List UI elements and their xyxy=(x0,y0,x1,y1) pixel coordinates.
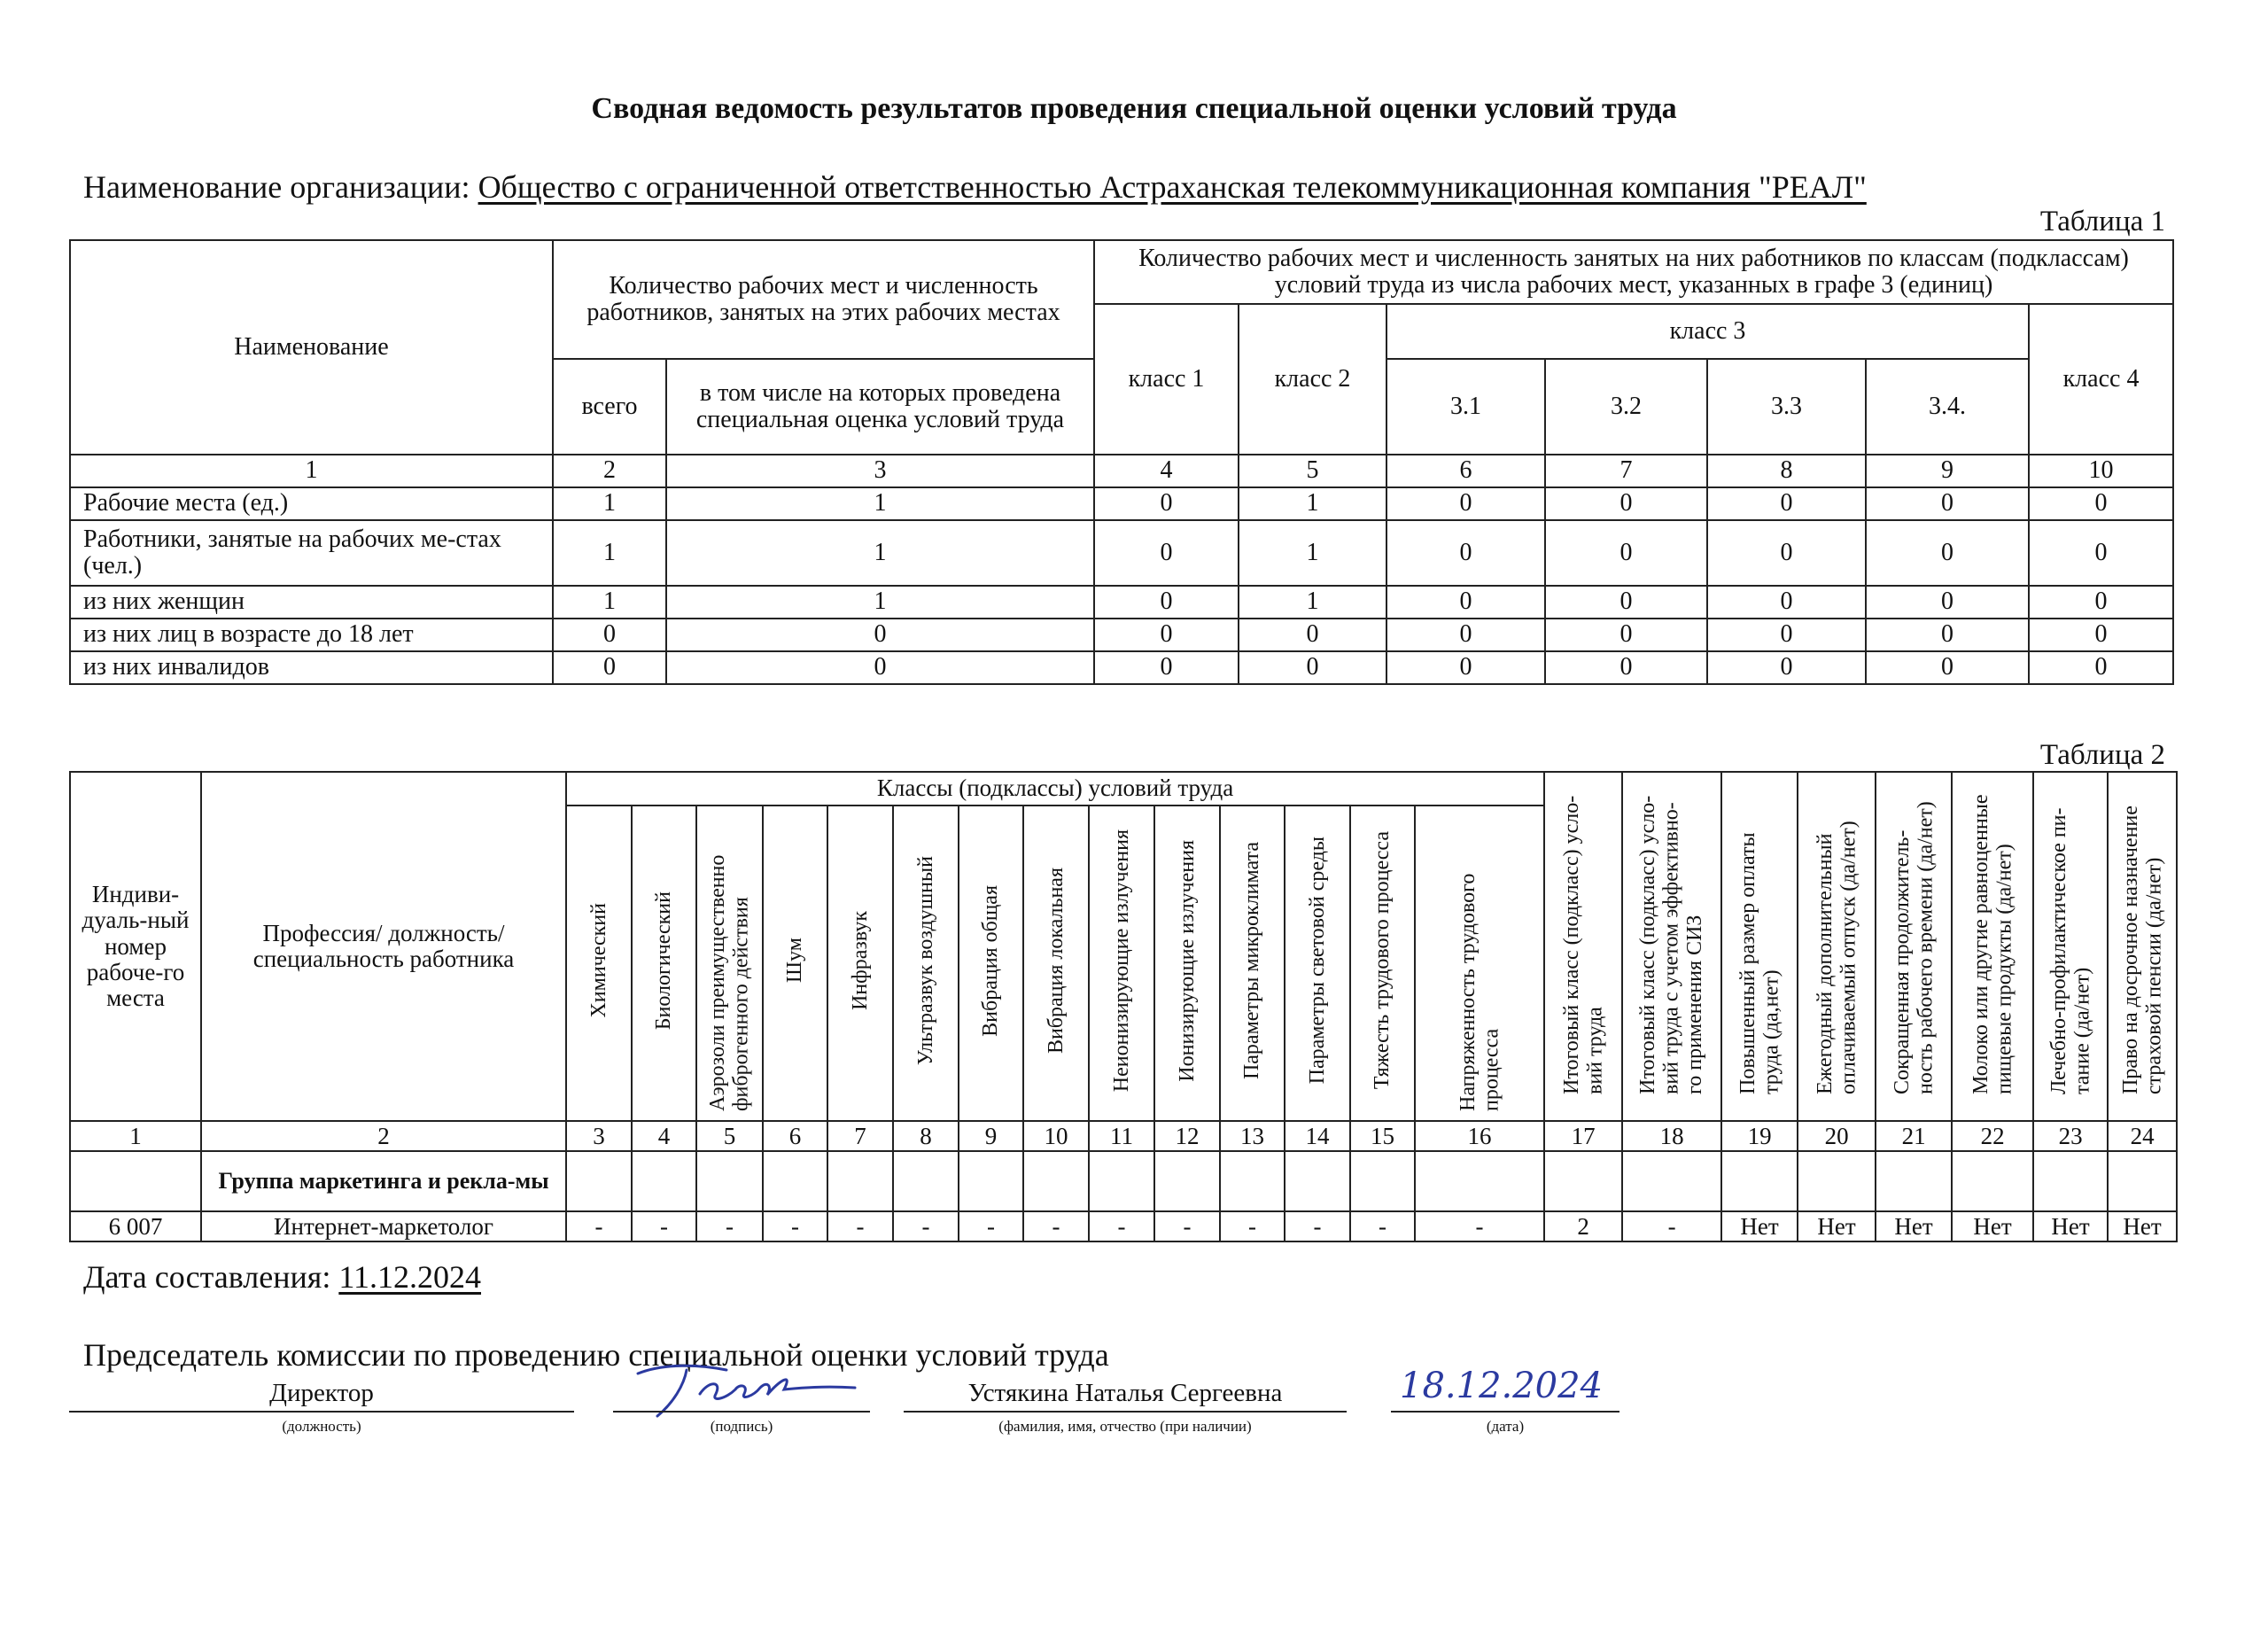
cell xyxy=(1721,1151,1798,1211)
cell: Нет xyxy=(2033,1211,2108,1241)
cell xyxy=(1350,1151,1415,1211)
t1-header-total-group: Количество рабочих мест и численность работников, занятых на этих рабочих местах xyxy=(553,240,1094,359)
cell xyxy=(1023,1151,1089,1211)
t1-col-number: 9 xyxy=(1866,455,2029,487)
cell: 0 xyxy=(1239,651,1386,684)
t2-col-number: 24 xyxy=(2108,1121,2177,1151)
cell: - xyxy=(696,1211,763,1241)
table2-caption: Таблица 2 xyxy=(2039,739,2165,771)
t2-factor xyxy=(1023,806,1089,1121)
t1-col-number: 5 xyxy=(1239,455,1386,487)
cell: 0 xyxy=(1386,619,1545,651)
t2-col-number: 8 xyxy=(893,1121,959,1151)
cell xyxy=(959,1151,1023,1211)
t2-factor xyxy=(827,806,893,1121)
handwritten-date-text: 18.12.2024 xyxy=(1400,1366,1604,1406)
header-text: Инфразвук xyxy=(848,910,872,1011)
header-text: Биологический xyxy=(652,891,676,1031)
cell: - xyxy=(1415,1211,1544,1241)
cell xyxy=(1876,1151,1952,1211)
cell: 1 xyxy=(553,487,666,520)
t2-group-row xyxy=(70,1151,2177,1211)
cell: 0 xyxy=(1386,520,1545,586)
t2-header-vacation xyxy=(1798,772,1876,1121)
t2-factor xyxy=(763,806,827,1121)
cell: - xyxy=(1285,1211,1350,1241)
cell xyxy=(1622,1151,1721,1211)
t2-header-id: Индиви-дуаль-ный номер рабоче-го места xyxy=(70,772,201,1121)
cell: 0 xyxy=(1866,651,2029,684)
header-text: Аэрозоли преимущественно фиброгенного действия xyxy=(706,854,753,1111)
cell: 0 xyxy=(1545,520,1707,586)
t2-factor xyxy=(1285,806,1350,1121)
cell xyxy=(893,1151,959,1211)
t1-header-class3: класс 3 xyxy=(1386,304,2029,359)
header-text: Ионизирующие излучения xyxy=(1175,839,1199,1082)
cell: - xyxy=(632,1211,696,1241)
header-text: Параметры микроклимата xyxy=(1240,841,1264,1080)
t2-col-number: 21 xyxy=(1876,1121,1952,1151)
t1-col-number: 10 xyxy=(2029,455,2173,487)
cell xyxy=(1952,1151,2033,1211)
t1-col-number: 7 xyxy=(1545,455,1707,487)
row-label: из них инвалидов xyxy=(70,651,553,684)
workplace-table xyxy=(69,771,2178,1242)
cell: 0 xyxy=(1707,520,1866,586)
cell xyxy=(1798,1151,1876,1211)
cell: 1 xyxy=(666,487,1094,520)
fio-line xyxy=(904,1411,1347,1413)
cell: Нет xyxy=(1798,1211,1876,1241)
profession: Интернет-маркетолог xyxy=(201,1211,566,1241)
t1-header-assessed: в том числе на которых проведена специальная оценка условий труда xyxy=(666,359,1094,455)
t2-col-number: 4 xyxy=(632,1121,696,1151)
position-caption: (должность) xyxy=(282,1418,361,1435)
cell xyxy=(1089,1151,1154,1211)
t2-col-number: 9 xyxy=(959,1121,1023,1151)
header-text: Сокращенная продолжитель-ность рабочего времени (да/нет) xyxy=(1890,801,1938,1094)
t2-factor xyxy=(1154,806,1220,1121)
t2-header-pay xyxy=(1721,772,1798,1121)
header-text: Напряженность трудового процесса xyxy=(1456,873,1503,1111)
t2-header-final-class-siz xyxy=(1622,772,1721,1121)
t2-col-number: 17 xyxy=(1544,1121,1622,1151)
handwritten-date xyxy=(1391,1360,1621,1413)
t1-col-number: 6 xyxy=(1386,455,1545,487)
t2-factor xyxy=(893,806,959,1121)
signature-line xyxy=(613,1411,870,1413)
t2-col-number: 23 xyxy=(2033,1121,2108,1151)
cell: 0 xyxy=(1545,619,1707,651)
t2-col-number: 22 xyxy=(1952,1121,2033,1151)
cell: 0 xyxy=(1707,487,1866,520)
cell: 1 xyxy=(1239,586,1386,619)
row-label: из них лиц в возрасте до 18 лет xyxy=(70,619,553,651)
t2-column-numbers xyxy=(70,1121,2177,1151)
cell: 1 xyxy=(1239,487,1386,520)
table-row xyxy=(70,586,2173,619)
t2-col-number: 19 xyxy=(1721,1121,1798,1151)
header-text: Неионизирующие излучения xyxy=(1109,829,1133,1093)
cell: 1 xyxy=(666,586,1094,619)
table-row xyxy=(70,1211,2177,1241)
t1-header-name: Наименование xyxy=(70,240,553,455)
t2-header-classes: Классы (подклассы) условий труда xyxy=(566,772,1544,806)
document-title: Сводная ведомость результатов проведения специальной оценки условий труда xyxy=(591,92,1677,125)
cell xyxy=(1544,1151,1622,1211)
cell: 1 xyxy=(553,520,666,586)
cell xyxy=(2108,1151,2177,1211)
t1-column-numbers xyxy=(70,455,2173,487)
cell: 0 xyxy=(666,619,1094,651)
cell: 0 xyxy=(666,651,1094,684)
summary-table xyxy=(69,239,2174,685)
organization-label: Наименование организации: xyxy=(83,169,470,205)
cell: Нет xyxy=(1876,1211,1952,1241)
date-sign-caption: (дата) xyxy=(1486,1418,1525,1435)
cell: 0 xyxy=(1866,487,2029,520)
cell: 0 xyxy=(1239,619,1386,651)
cell: 0 xyxy=(1386,586,1545,619)
cell: - xyxy=(763,1211,827,1241)
cell: 0 xyxy=(2029,586,2173,619)
t1-col-number: 3 xyxy=(666,455,1094,487)
t1-header-3-3: 3.3 xyxy=(1707,359,1866,455)
cell: 0 xyxy=(1866,520,2029,586)
t2-col-number: 10 xyxy=(1023,1121,1089,1151)
cell: 1 xyxy=(1239,520,1386,586)
cell: Нет xyxy=(2108,1211,2177,1241)
cell: 0 xyxy=(2029,619,2173,651)
t2-factor xyxy=(696,806,763,1121)
date-value: 11.12.2024 xyxy=(338,1259,481,1295)
t2-col-number: 12 xyxy=(1154,1121,1220,1151)
cell: 0 xyxy=(1094,586,1239,619)
header-text: Молоко или другие равноценные пищевые продукты (да/нет) xyxy=(1969,794,2016,1094)
t2-col-number: 13 xyxy=(1220,1121,1285,1151)
cell: - xyxy=(959,1211,1023,1241)
table-row xyxy=(70,651,2173,684)
t2-col-number: 16 xyxy=(1415,1121,1544,1151)
cell: 0 xyxy=(1707,619,1866,651)
t2-col-number: 14 xyxy=(1285,1121,1350,1151)
position-value: Директор xyxy=(269,1379,374,1407)
cell: - xyxy=(1023,1211,1089,1241)
cell: Нет xyxy=(1952,1211,2033,1241)
date-label: Дата составления: xyxy=(83,1259,331,1295)
cell xyxy=(70,1151,201,1211)
cell xyxy=(2033,1151,2108,1211)
cell: - xyxy=(1622,1211,1721,1241)
row-label: Работники, занятые на рабочих ме-стах (чел.) xyxy=(70,520,553,586)
cell xyxy=(632,1151,696,1211)
organization-line xyxy=(83,168,1867,206)
cell xyxy=(566,1151,632,1211)
cell: 0 xyxy=(1545,586,1707,619)
t2-col-number: 7 xyxy=(827,1121,893,1151)
cell: 0 xyxy=(1707,586,1866,619)
t2-factor xyxy=(1415,806,1544,1121)
cell: 0 xyxy=(1094,651,1239,684)
cell: 0 xyxy=(2029,487,2173,520)
t1-col-number: 1 xyxy=(70,455,553,487)
t2-col-number: 2 xyxy=(201,1121,566,1151)
header-text: Тяжесть трудового процесса xyxy=(1371,831,1394,1090)
chairman-label: Председатель комиссии по проведению специальной оценки условий труда xyxy=(83,1337,1109,1373)
header-text: Лечебно-профилактическое пи-тание (да/нет) xyxy=(2047,807,2094,1094)
t2-factor xyxy=(632,806,696,1121)
t1-header-class4: класс 4 xyxy=(2029,304,2173,455)
t2-col-number: 3 xyxy=(566,1121,632,1151)
cell: - xyxy=(1089,1211,1154,1241)
cell: 0 xyxy=(1545,487,1707,520)
t1-header-class2: класс 2 xyxy=(1239,304,1386,455)
t2-header-profession: Профессия/ должность/ специальность работника xyxy=(201,772,566,1121)
cell xyxy=(1285,1151,1350,1211)
cell: 0 xyxy=(1094,520,1239,586)
header-text: Вибрация локальная xyxy=(1044,867,1068,1055)
t2-col-number: 15 xyxy=(1350,1121,1415,1151)
t1-header-3-4: 3.4. xyxy=(1866,359,2029,455)
cell: - xyxy=(1154,1211,1220,1241)
position-line xyxy=(69,1411,574,1413)
header-text: Право на досрочное назначение страховой пенсии (да/нет) xyxy=(2118,806,2166,1094)
header-text: Итоговый класс (подкласс) усло-вий труда xyxy=(1559,795,1607,1094)
cell xyxy=(763,1151,827,1211)
fio-caption: (фамилия, имя, отчество (при наличии) xyxy=(998,1418,1252,1435)
row-label: из них женщин xyxy=(70,586,553,619)
t2-header-final-class xyxy=(1544,772,1622,1121)
t2-col-number: 11 xyxy=(1089,1121,1154,1151)
t1-header-3-2: 3.2 xyxy=(1545,359,1707,455)
cell: 0 xyxy=(553,651,666,684)
cell: 0 xyxy=(1866,586,2029,619)
cell: - xyxy=(1350,1211,1415,1241)
cell xyxy=(1154,1151,1220,1211)
header-text: Вибрация общая xyxy=(979,884,1003,1037)
table-row xyxy=(70,487,2173,520)
cell: - xyxy=(1220,1211,1285,1241)
header-text: Ежегодный дополнительный оплачиваемый отпуск (да/нет) xyxy=(1813,821,1860,1094)
row-label: Рабочие места (ед.) xyxy=(70,487,553,520)
cell: 0 xyxy=(1866,619,2029,651)
t1-header-class1: класс 1 xyxy=(1094,304,1239,455)
table-row xyxy=(70,520,2173,586)
t2-factor xyxy=(1089,806,1154,1121)
t2-header-pension xyxy=(2108,772,2177,1121)
cell xyxy=(827,1151,893,1211)
cell: 0 xyxy=(2029,520,2173,586)
t1-col-number: 4 xyxy=(1094,455,1239,487)
cell: - xyxy=(566,1211,632,1241)
cell: 0 xyxy=(1386,487,1545,520)
cell: 2 xyxy=(1544,1211,1622,1241)
t1-col-number: 8 xyxy=(1707,455,1866,487)
t2-factor xyxy=(959,806,1023,1121)
table1-caption: Таблица 1 xyxy=(2039,206,2165,237)
cell xyxy=(1220,1151,1285,1211)
t1-header-total: всего xyxy=(553,359,666,455)
t2-col-number: 20 xyxy=(1798,1121,1876,1151)
cell: 0 xyxy=(2029,651,2173,684)
t2-header-short-time xyxy=(1876,772,1952,1121)
date-line xyxy=(83,1258,481,1296)
t2-header-milk xyxy=(1952,772,2033,1121)
group-name: Группа маркетинга и рекла-мы xyxy=(201,1151,566,1211)
organization-name: Общество с ограниченной ответственностью Астраханская телекоммуникационная компания "РЕАЛ" xyxy=(478,169,1867,205)
date-sign-line xyxy=(1391,1411,1619,1413)
t2-col-number: 1 xyxy=(70,1121,201,1151)
signature-caption: (подпись) xyxy=(710,1418,773,1435)
header-text: Параметры световой среды xyxy=(1305,837,1329,1085)
table-row xyxy=(70,619,2173,651)
cell: 0 xyxy=(553,619,666,651)
cell: 0 xyxy=(1094,619,1239,651)
header-text: Ультразвук воздушный xyxy=(913,855,937,1066)
cell: 0 xyxy=(1094,487,1239,520)
t2-col-number: 18 xyxy=(1622,1121,1721,1151)
cell: 0 xyxy=(1386,651,1545,684)
cell: 1 xyxy=(666,520,1094,586)
cell: - xyxy=(827,1211,893,1241)
cell: 0 xyxy=(1545,651,1707,684)
t2-factor xyxy=(1350,806,1415,1121)
t2-col-number: 5 xyxy=(696,1121,763,1151)
t2-header-nutrition xyxy=(2033,772,2108,1121)
header-text: Повышенный размер оплаты труда (да,нет) xyxy=(1736,832,1783,1094)
t2-col-number: 6 xyxy=(763,1121,827,1151)
header-text: Химический xyxy=(586,903,610,1018)
cell xyxy=(1415,1151,1544,1211)
header-text: Шум xyxy=(783,938,807,984)
t2-factor xyxy=(1220,806,1285,1121)
workplace-id: 6 007 xyxy=(70,1211,201,1241)
t2-factor xyxy=(566,806,632,1121)
signature-icon xyxy=(602,1354,868,1425)
header-text: Итоговый класс (подкласс) усло-вий труда с учетом эффективно-го применения СИЗ xyxy=(1636,795,1707,1094)
cell: Нет xyxy=(1721,1211,1798,1241)
cell xyxy=(696,1151,763,1211)
t1-header-classes-group: Количество рабочих мест и численность занятых на них работников по классам (подклассам) условий труда из числа рабочих мест, указанных в графе 3 (единиц) xyxy=(1094,240,2173,304)
cell: 0 xyxy=(1707,651,1866,684)
t1-header-3-1: 3.1 xyxy=(1386,359,1545,455)
cell: 1 xyxy=(553,586,666,619)
fio-value: Устякина Наталья Сергеевна xyxy=(967,1379,1283,1407)
t1-col-number: 2 xyxy=(553,455,666,487)
cell: - xyxy=(893,1211,959,1241)
